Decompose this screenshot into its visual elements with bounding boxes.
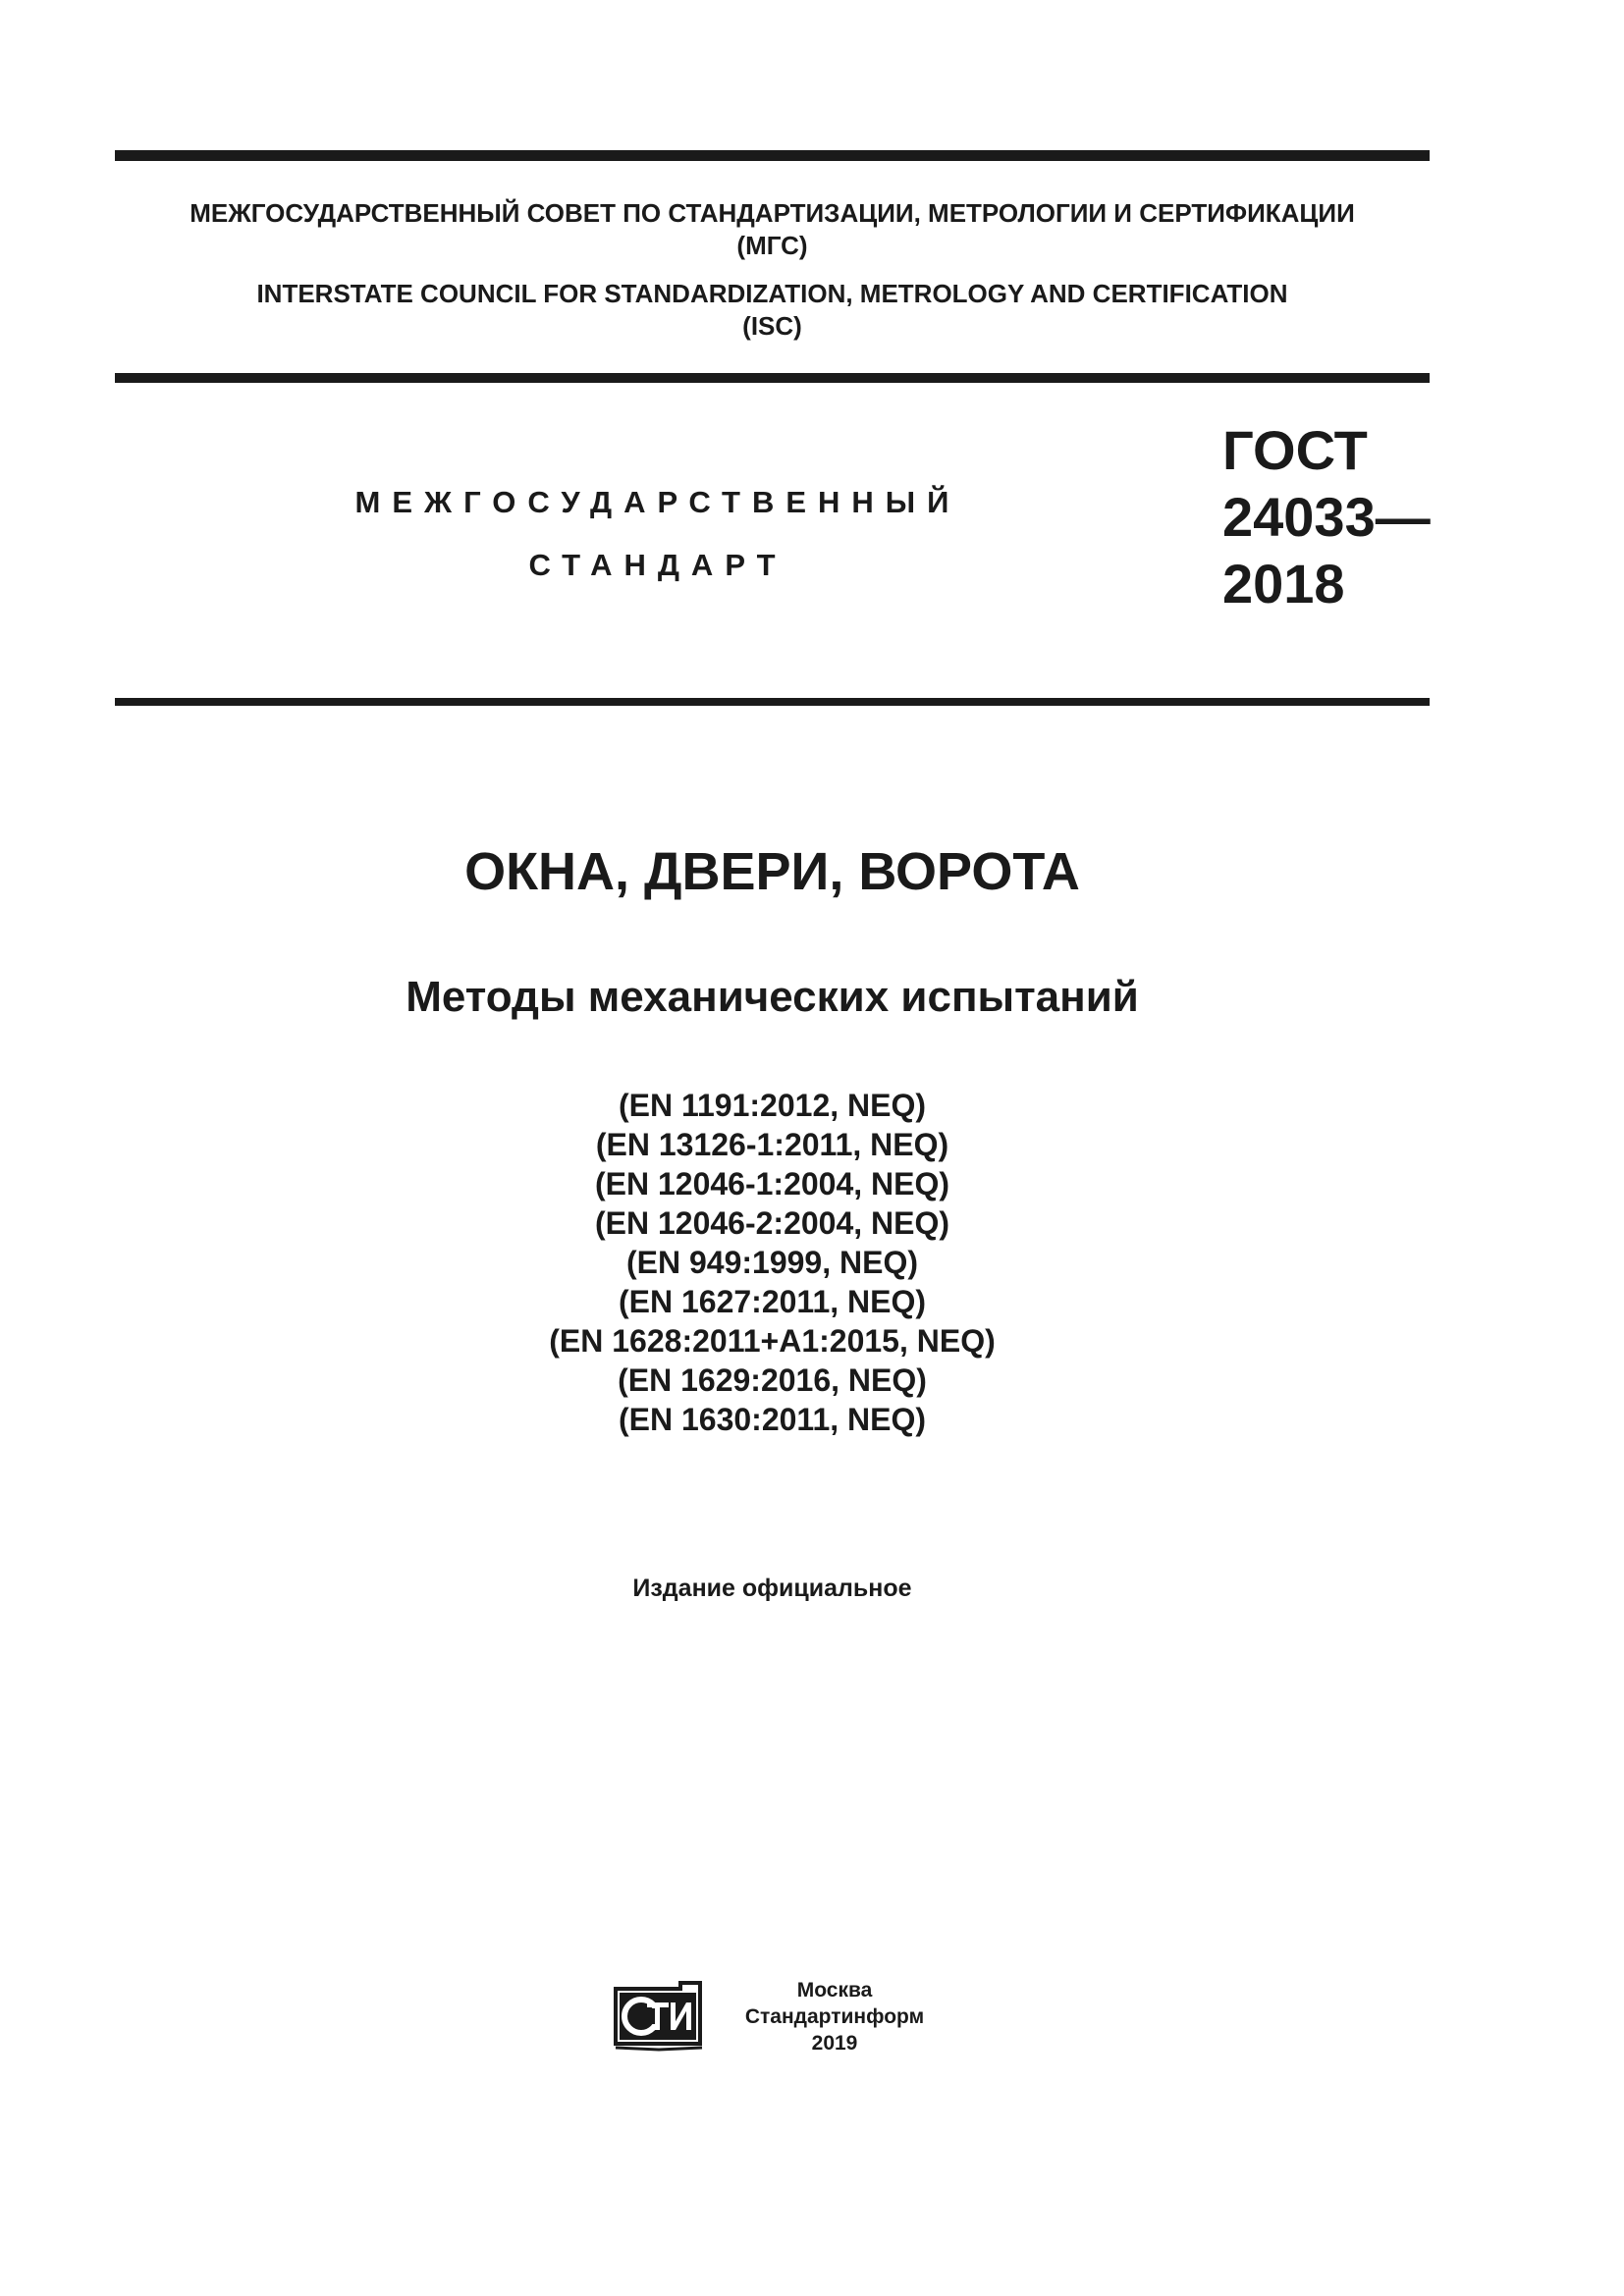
publisher-year: 2019 — [811, 2032, 858, 2055]
standard-designation — [1222, 417, 1431, 617]
designation-line1: ГОСТ — [1222, 419, 1368, 481]
publisher-city: Москва — [796, 1979, 873, 2002]
reference-item: (EN 949:1999, NEQ) — [625, 1245, 918, 1280]
council-abbr-en: (ISC) — [742, 311, 802, 341]
council-name-ru — [115, 197, 1430, 262]
council-name-ru-line1: МЕЖГОСУДАРСТВЕННЫЙ СОВЕТ ПО СТАНДАРТИЗАЦИИ, МЕТРОЛОГИИ И СЕРТИФИКАЦИИ — [189, 198, 1355, 228]
standard-kind-line2: СТАНДАРТ — [528, 548, 787, 582]
reference-item: (EN 1191:2012, NEQ) — [618, 1088, 927, 1123]
council-name-en — [115, 278, 1430, 343]
reference-item: (EN 1628:2011+A1:2015, NEQ) — [549, 1323, 996, 1359]
edition-note: Издание официальное — [632, 1575, 912, 1602]
reference-item: (EN 13126-1:2011, NEQ) — [595, 1127, 949, 1162]
publisher-name: Стандартинформ — [744, 2005, 925, 2028]
header-rule — [115, 373, 1430, 383]
reference-item: (EN 1627:2011, NEQ) — [618, 1284, 927, 1319]
council-name-en-line1: INTERSTATE COUNCIL FOR STANDARDIZATION, METROLOGY AND CERTIFICATION — [256, 279, 1288, 308]
council-abbr-ru: (МГС) — [736, 231, 808, 260]
publisher-block — [717, 1977, 952, 2056]
document-title: ОКНА, ДВЕРИ, ВОРОТА — [464, 842, 1080, 901]
reference-item: (EN 1629:2016, NEQ) — [618, 1362, 927, 1398]
reference-item: (EN 12046-1:2004, NEQ) — [594, 1166, 950, 1201]
reference-item: (EN 1630:2011, NEQ) — [618, 1402, 927, 1437]
standard-kind — [334, 471, 982, 597]
designation-line3: 2018 — [1222, 553, 1345, 614]
reference-item: (EN 12046-2:2004, NEQ) — [594, 1205, 950, 1241]
document-subtitle: Методы механических испытаний — [406, 973, 1139, 1021]
standartinform-logo-icon — [612, 1979, 706, 2054]
designation-rule — [115, 698, 1430, 706]
reference-list — [115, 1086, 1430, 1439]
top-rule — [115, 150, 1430, 161]
standard-kind-line1: МЕЖГОСУДАРСТВЕННЫЙ — [354, 485, 961, 519]
designation-line2: 24033— — [1222, 486, 1431, 548]
